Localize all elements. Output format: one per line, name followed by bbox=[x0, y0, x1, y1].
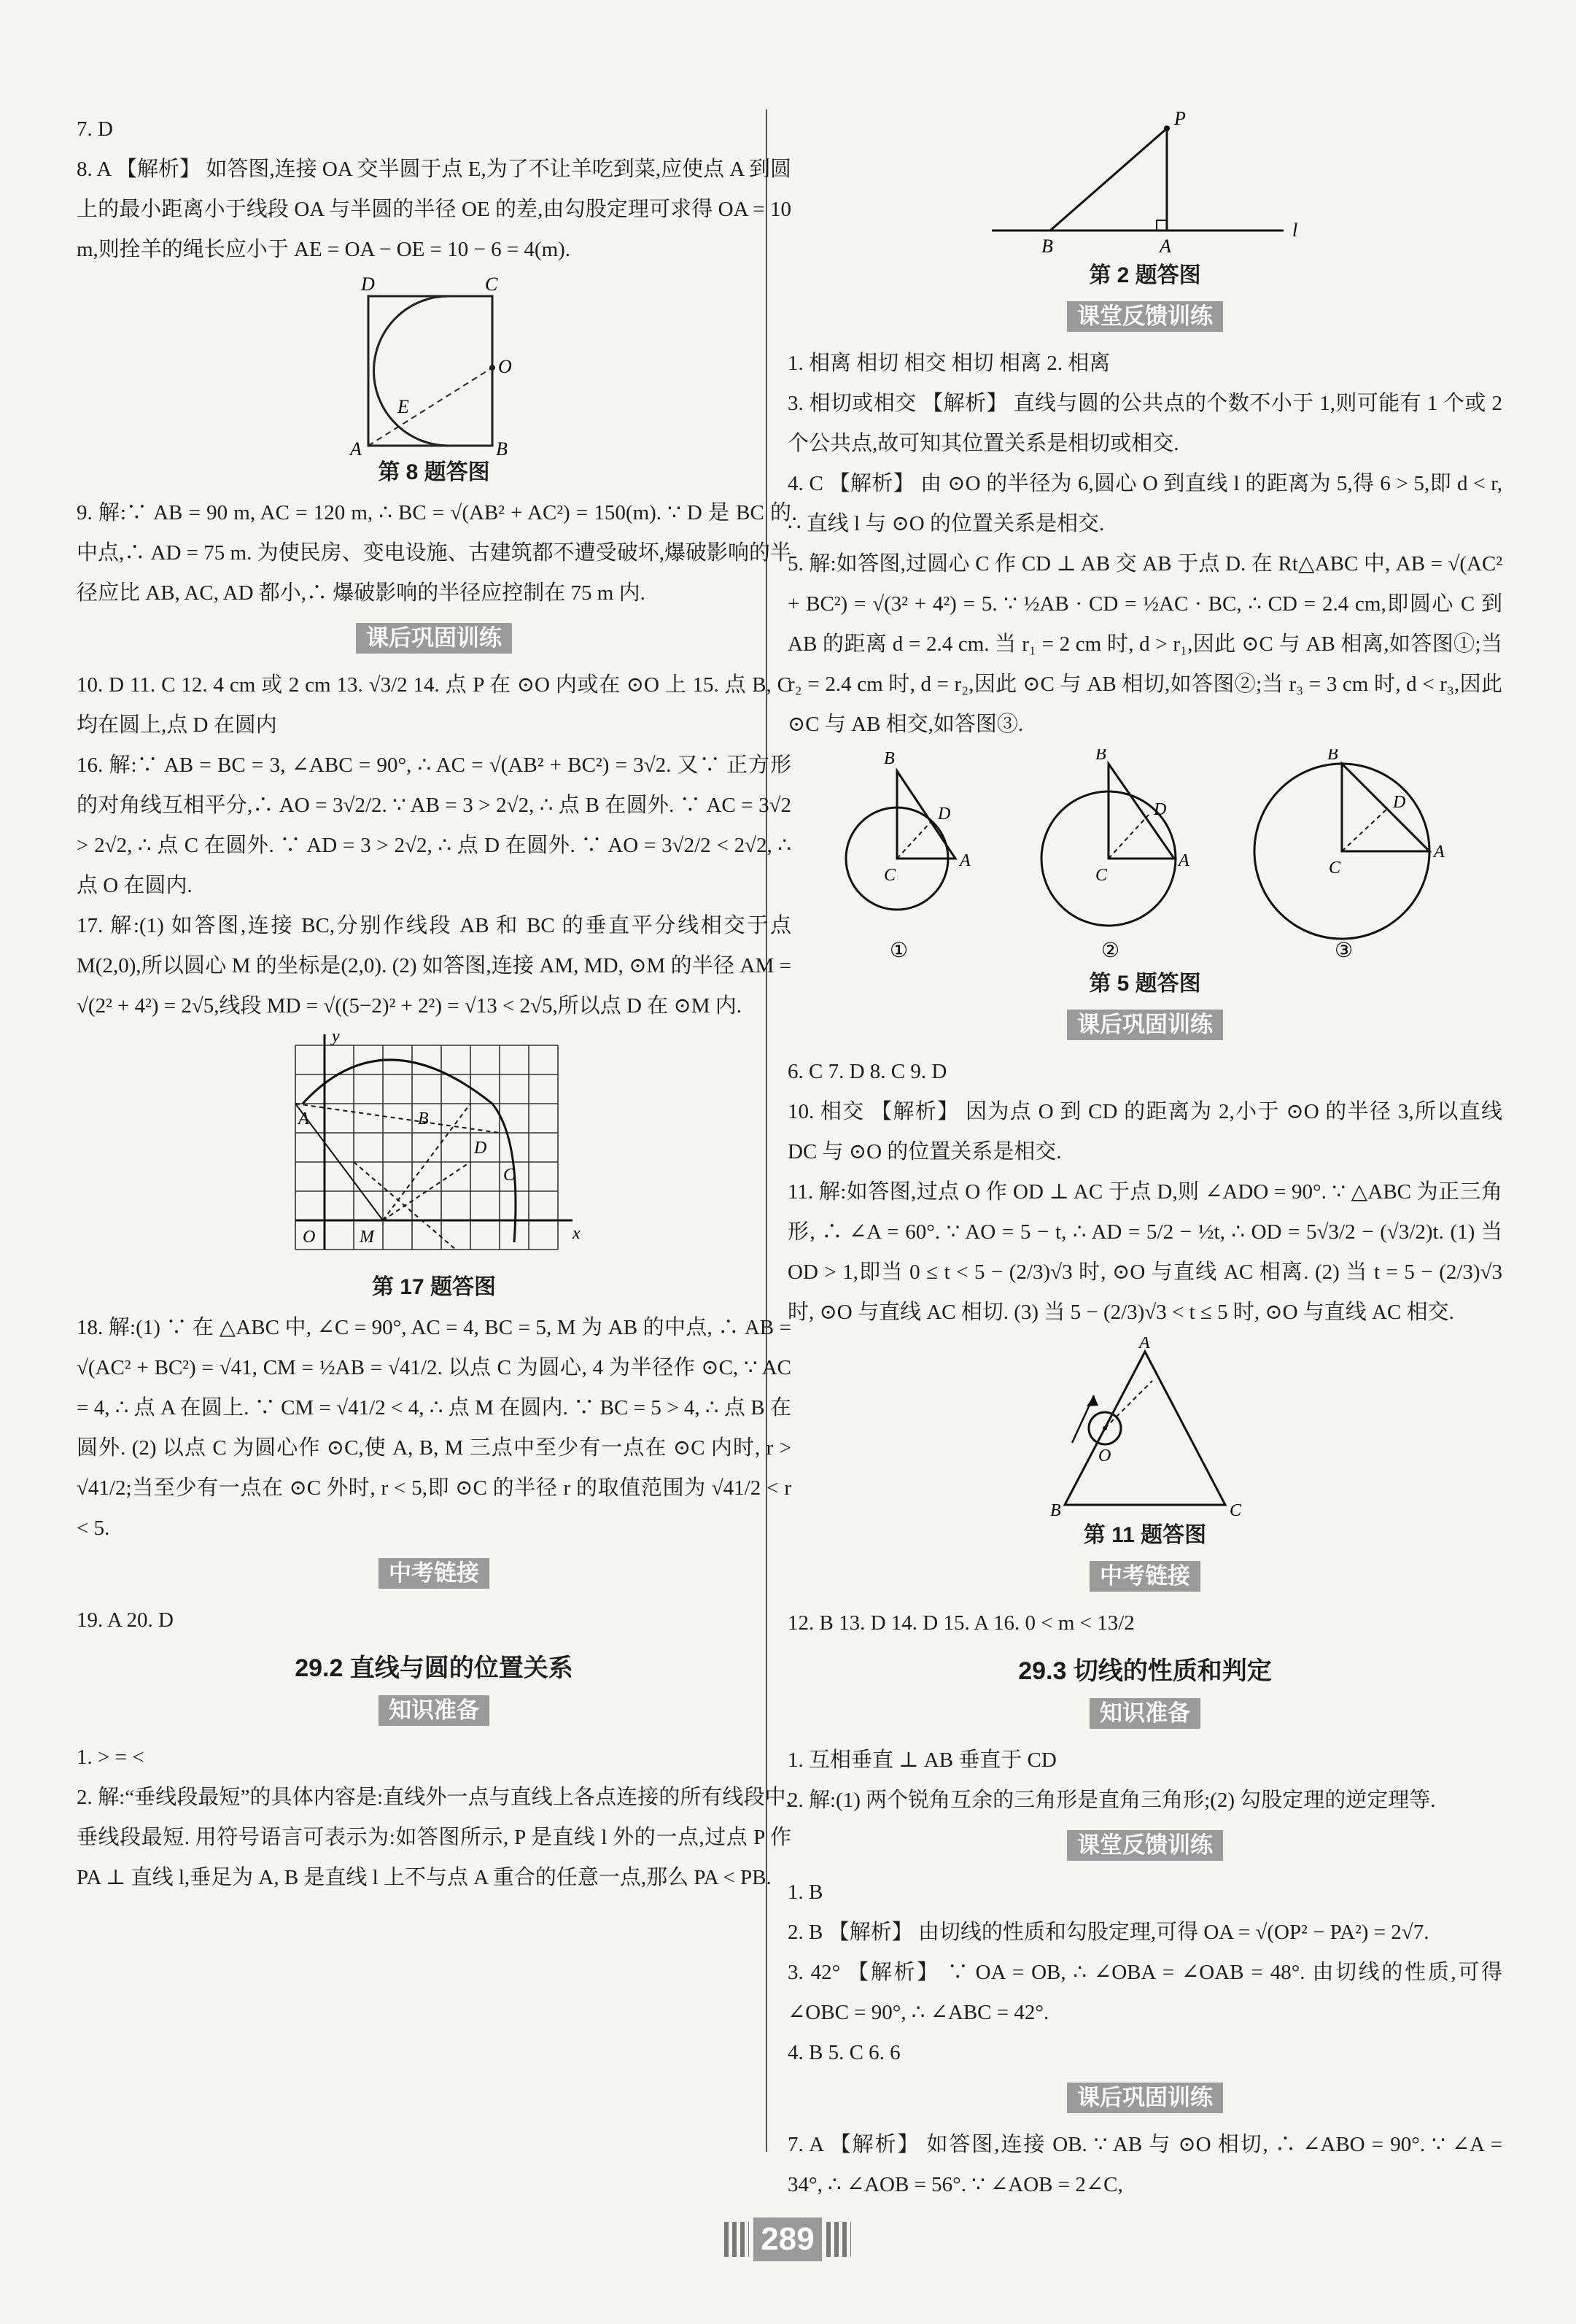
answer-r4: 4. C 【解析】 由 ⊙O 的半径为 6,圆心 O 到直线 l 的距离为 5,得 6 > 5,即 d < r, ∴ 直线 l 与 ⊙O 的位置关系是相交. bbox=[788, 472, 1502, 535]
answer-r5: 5. 解:如答图,过圆心 C 作 CD ⊥ AB 交 AB 于点 D. 在 Rt△ABC 中, AB = √(AC² + BC²) = √(3² + 4²) = 5. ∵ ½AB · CD = ½AC · BC, ∴ CD = 2.4 cm,即圆心 C 到 AB 的距离 d = 2.4 cm. 当 r₁ = 2 cm 时, d > r₁,因此 ⊙C 与 AB 相离,如答图①;当 r₂ = 2.4 cm 时, d = r₂,因此 ⊙C 与 AB 相切,如答图②;当 r₃ = 3 cm 时, d < r₃,因此 ⊙C 与 AB 相交,如答图③. bbox=[788, 552, 1502, 736]
fig5-1-label-C: C bbox=[884, 866, 896, 885]
answer-q17: 17. 解:(1) 如答图,连接 BC,分别作线段 AB 和 BC 的垂直平分线相交于点 M(2,0),所以圆心 M 的坐标是(2,0). (2) 如答图,连接 AM, MD, ⊙M 的半径 AM = √(2² + 4²) = 2√5,线段 MD = √((5−2)² + 2²) = √13 < 2√5,所以点 D 在 ⊙M 内. bbox=[77, 914, 791, 1018]
section-title-29-3: 29.3 切线的性质和判定 bbox=[1018, 1657, 1272, 1685]
section-band-in-class-2 bbox=[788, 1827, 1502, 1867]
fig5-2-label-C: C bbox=[1095, 866, 1108, 885]
fig5-2-label-B: B bbox=[1095, 749, 1106, 764]
page-number-value: 289 bbox=[753, 2218, 821, 2261]
answer-r10: 10. 相交 【解析】 因为点 O 到 CD 的距离为 2,小于 ⊙O 的半径 3,所以直线 DC 与 ⊙O 的位置关系是相交. bbox=[788, 1100, 1502, 1163]
section-band-knowledge bbox=[77, 1692, 791, 1732]
fig17-label-C: C bbox=[503, 1166, 516, 1185]
fig17-label-D: D bbox=[474, 1139, 487, 1158]
fig8-label-C: C bbox=[485, 274, 498, 295]
band-label: 课堂反馈训练 bbox=[1067, 301, 1223, 332]
answer-t4-6: 4. B 5. C 6. 6 bbox=[788, 2041, 901, 2064]
fig5-3-label-C: C bbox=[1329, 859, 1341, 878]
figure-2 bbox=[788, 106, 1502, 292]
figure-2-caption: 第 2 题答图 bbox=[1089, 263, 1201, 287]
band-label: 课后巩固训练 bbox=[1067, 2083, 1223, 2113]
figure-5-diagram bbox=[817, 749, 1473, 968]
answer-q7: 7. D bbox=[77, 117, 113, 141]
fig5-mark-3: ③ bbox=[1335, 940, 1354, 962]
band-label: 中考链接 bbox=[379, 1558, 489, 1589]
fig8-label-E: E bbox=[397, 396, 409, 417]
answer-t1: 1. B bbox=[788, 1880, 823, 1904]
answer-q18: 18. 解:(1) ∵ 在 △ABC 中, ∠C = 90°, AC = 4, BC = 5, M 为 AB 的中点, ∴ AB = √(AC² + BC²) = √41, CM = ½AB = √41/2. 以点 C 为圆心, 4 为半径作 ⊙C, ∵ AC = 4, ∴ 点 A 在圆上. ∵ CM = √41/2 < 4, ∴ 点 M 在圆内. ∵ BC = 5 > 4, ∴ 点 B 在圆外. (2) 以点 C 为圆心作 ⊙C,使 A, B, M 三点中至少有一点在 ⊙C 内时, r > √41/2;当至少有一点在 ⊙C 外时, r < 5,即 ⊙C 的半径 r 的取值范围为 √41/2 < r < 5. bbox=[77, 1316, 791, 1540]
fig17-label-A: A bbox=[298, 1109, 309, 1128]
fig2-label-B: B bbox=[1041, 236, 1053, 257]
fig17-label-M: M bbox=[360, 1228, 374, 1247]
figure-17-grid bbox=[281, 1031, 587, 1271]
fig5-1-label-D: D bbox=[938, 805, 951, 824]
answer-r3: 3. 相切或相交 【解析】 直线与圆的公共点的个数不小于 1,则可能有 1 个或 2 个公共点,故可知其位置关系是相切或相交. bbox=[788, 392, 1502, 455]
answer-r6-9: 6. C 7. D 8. C 9. D bbox=[788, 1060, 947, 1083]
figure-17 bbox=[77, 1031, 791, 1304]
page-number bbox=[678, 2218, 897, 2269]
fig5-mark-2: ② bbox=[1101, 940, 1120, 962]
left-column bbox=[77, 109, 791, 1898]
fig11-label-C: C bbox=[1230, 1501, 1242, 1519]
figure-8-caption: 第 8 题答图 bbox=[378, 460, 490, 484]
figure-17-caption: 第 17 题答图 bbox=[371, 1275, 497, 1299]
figure-11 bbox=[788, 1337, 1502, 1552]
section-band-after-class-2 bbox=[788, 1006, 1502, 1046]
figure-5 bbox=[788, 749, 1502, 1000]
section-band-exam-link bbox=[77, 1554, 791, 1595]
answer-t7: 7. A 【解析】 如答图,连接 OB. ∵ AB 与 ⊙O 相切, ∴ ∠ABO = 90°. ∵ ∠A = 34°, ∴ ∠AOB = 56°. ∵ ∠AOB = 2∠C, bbox=[788, 2133, 1502, 2196]
fig2-label-P: P bbox=[1174, 108, 1186, 129]
fig5-3-label-D: D bbox=[1393, 793, 1406, 812]
fig11-label-A: A bbox=[1139, 1337, 1150, 1352]
fig5-case-2 bbox=[1041, 749, 1189, 962]
answer-q9: 9. 解:∵ AB = 90 m, AC = 120 m, ∴ BC = √(AB² + AC²) = 150(m). ∵ D 是 BC 的中点,∴ AD = 75 m. 为使民房、变电设施、古建筑都不遭受破坏,爆破影响的半径应比 AB, AC, AD 都小,∴ 爆破影响的半径应控制在 75 m 内. bbox=[77, 501, 791, 605]
section-band-after-class-3 bbox=[788, 2079, 1502, 2119]
band-label: 知识准备 bbox=[1090, 1698, 1200, 1729]
answer-k1: 1. > = < bbox=[77, 1746, 144, 1769]
figure-2-diagram bbox=[977, 106, 1313, 260]
fig11-label-O: O bbox=[1098, 1446, 1111, 1465]
answer-q8: 8. A 【解析】 如答图,连接 OA 交半圆于点 E,为了不让羊吃到菜,应使点 A 到圆上的最小距离小于线段 OA 与半圆的半径 OE 的差,由勾股定理可求得 OA = 10 m,则拴羊的绳长应小于 AE = OA − OE = 10 − 6 = 4(m). bbox=[77, 158, 791, 261]
section-band-knowledge-2 bbox=[788, 1694, 1502, 1735]
band-label: 课后巩固训练 bbox=[1067, 1010, 1223, 1040]
fig2-label-A: A bbox=[1160, 236, 1171, 257]
fig5-3-label-A: A bbox=[1434, 843, 1445, 861]
fig5-1-label-A: A bbox=[960, 851, 971, 870]
figure-8 bbox=[77, 274, 791, 489]
answer-s2: 2. 解:(1) 两个锐角互余的三角形是直角三角形;(2) 勾股定理的逆定理等. bbox=[788, 1789, 1436, 1812]
figure-8-diagram bbox=[339, 274, 529, 457]
answer-q19-20: 19. A 20. D bbox=[77, 1608, 174, 1632]
fig8-label-D: D bbox=[361, 274, 375, 295]
fig5-1-label-B: B bbox=[884, 749, 895, 768]
fig17-label-O: O bbox=[303, 1228, 316, 1247]
fig2-label-l: l bbox=[1292, 220, 1298, 241]
fig17-label-x: x bbox=[572, 1224, 581, 1243]
figure-11-caption: 第 11 题答图 bbox=[1083, 1523, 1207, 1547]
right-column bbox=[788, 102, 1502, 2205]
figure-11-diagram bbox=[1036, 1337, 1254, 1519]
answer-s1: 1. 互相垂直 ⊥ AB 垂直于 CD bbox=[788, 1748, 1057, 1772]
fig5-case-1 bbox=[846, 749, 971, 962]
fig5-2-label-D: D bbox=[1154, 800, 1167, 819]
fig8-label-B: B bbox=[496, 438, 508, 457]
fig8-label-A: A bbox=[350, 438, 362, 457]
band-label: 中考链接 bbox=[1090, 1561, 1200, 1592]
answer-r12-16: 12. B 13. D 14. D 15. A 16. 0 < m < 13/2 bbox=[788, 1611, 1135, 1635]
band-label: 课堂反馈训练 bbox=[1067, 1830, 1223, 1861]
band-label: 知识准备 bbox=[379, 1695, 489, 1726]
answer-t2: 2. B 【解析】 由切线的性质和勾股定理,可得 OA = √(OP² − PA²) = 2√7. bbox=[788, 1921, 1429, 1944]
fig5-case-3 bbox=[1254, 749, 1445, 962]
fig17-label-B: B bbox=[418, 1109, 429, 1128]
fig5-2-label-A: A bbox=[1179, 851, 1189, 870]
band-label: 课后巩固训练 bbox=[356, 623, 512, 654]
answer-r1-2: 1. 相离 相切 相交 相切 相离 2. 相离 bbox=[788, 352, 1111, 375]
answer-k2: 2. 解:“垂线段最短”的具体内容是:直线外一点与直线上各点连接的所有线段中,垂线段最短. 用符号语言可表示为:如答图所示, P 是直线 l 外的一点,过点 P 作 PA ⊥ 直线 l,垂足为 A, B 是直线 l 上不与点 A 重合的任意一点,那么 PA < PB. bbox=[77, 1786, 791, 1889]
section-band-in-class bbox=[788, 298, 1502, 338]
fig11-label-B: B bbox=[1050, 1501, 1061, 1519]
answer-q10-15: 10. D 11. C 12. 4 cm 或 2 cm 13. √3/2 14. 点 P 在 ⊙O 内或在 ⊙O 上 15. 点 B, C 均在圆上,点 D 在圆内 bbox=[77, 673, 791, 737]
section-band-exam-link-2 bbox=[788, 1557, 1502, 1597]
answer-q16: 16. 解:∵ AB = BC = 3, ∠ABC = 90°, ∴ AC = √(AB² + BC²) = 3√2. 又∵ 正方形的对角线互相平分,∴ AO = 3√2/2. ∵ AB = 3 > 2√2, ∴ 点 B 在圆外. ∵ AC = 3√2 > 2√2, ∴ 点 C 在圆外. ∵ AD = 3 > 2√2, ∴ 点 D 在圆外. ∵ AO = 3√2/2 < 2√2, ∴ 点 O 在圆内. bbox=[77, 754, 791, 897]
fig8-label-O: O bbox=[498, 356, 512, 377]
figure-5-caption: 第 5 题答图 bbox=[1089, 972, 1201, 996]
fig17-label-y: y bbox=[332, 1031, 340, 1046]
page-number-left-bars bbox=[724, 2222, 749, 2257]
answer-t3: 3. 42° 【解析】 ∵ OA = OB, ∴ ∠OBA = ∠OAB = 48°. 由切线的性质,可得 ∠OBC = 90°, ∴ ∠ABC = 42°. bbox=[788, 1961, 1502, 2024]
answer-r11: 11. 解:如答图,过点 O 作 OD ⊥ AC 于点 D,则 ∠ADO = 90°. ∵ △ABC 为正三角形, ∴ ∠A = 60°. ∵ AO = 5 − t, ∴ AD = 5/2 − ½t, ∴ OD = 5√3/2 − (√3/2)t. (1) 当 OD > 1,即当 0 ≤ t < 5 − (2/3)√3 时, ⊙O 与直线 AC 相离. (2) 当 t = 5 − (2/3)√3 时, ⊙O 与直线 AC 相切. (3) 当 5 − (2/3)√3 < t ≤ 5 时, ⊙O 与直线 AC 相交. bbox=[788, 1180, 1502, 1324]
fig5-3-label-B: B bbox=[1327, 749, 1338, 764]
fig5-mark-1: ① bbox=[890, 940, 909, 962]
section-band-after-class bbox=[77, 619, 791, 659]
page-number-right-bars bbox=[826, 2222, 851, 2257]
section-title-29-2: 29.2 直线与圆的位置关系 bbox=[295, 1654, 573, 1682]
